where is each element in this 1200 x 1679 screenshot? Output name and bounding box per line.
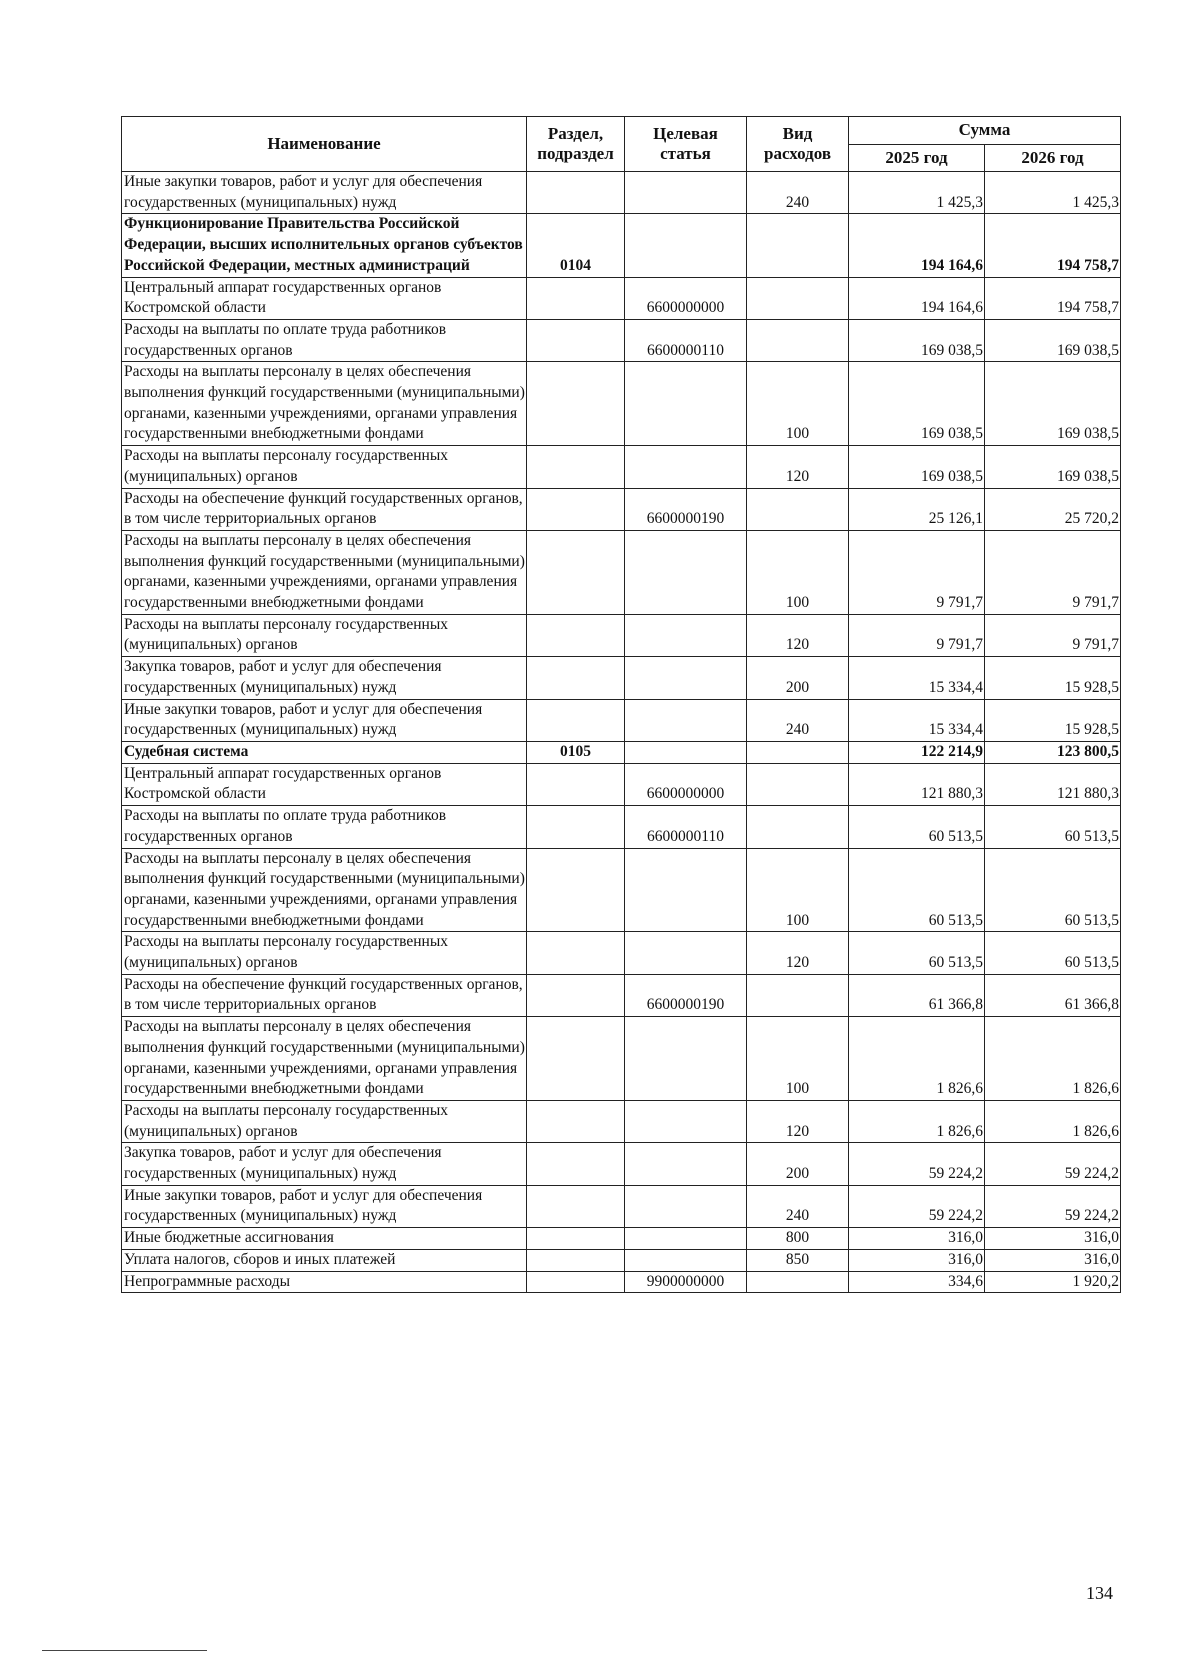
row-section: 0104 (527, 214, 625, 277)
row-target (625, 1185, 747, 1227)
table-row (122, 530, 1121, 614)
table-row (122, 699, 1121, 741)
row-name: Функционирование Правительства Российской Федерации, высших исполнительных органов субъектов Российской Федерации, местных администраций (122, 214, 527, 277)
row-sum-2025: 1 826,6 (849, 1017, 985, 1101)
row-kind (747, 741, 849, 763)
row-name: Расходы на выплаты персоналу в целях обеспечения выполнения функций государственными (муниципальными) органами, казенными учреждениями, органами управления государственными внебюджетными фондами (122, 848, 527, 932)
row-section (527, 362, 625, 446)
table-row (122, 806, 1121, 848)
row-name: Закупка товаров, работ и услуг для обеспечения государственных (муниципальных) нужд (122, 1143, 527, 1185)
header-section: Раздел, подраздел (527, 117, 625, 172)
row-target: 6600000000 (625, 277, 747, 319)
row-kind (747, 277, 849, 319)
row-sum-2026: 60 513,5 (985, 806, 1121, 848)
row-section (527, 1185, 625, 1227)
row-sum-2025: 316,0 (849, 1249, 985, 1271)
table-row (122, 1017, 1121, 1101)
row-name: Закупка товаров, работ и услуг для обеспечения государственных (муниципальных) нужд (122, 657, 527, 699)
row-target: 6600000110 (625, 806, 747, 848)
row-sum-2025: 59 224,2 (849, 1185, 985, 1227)
row-kind: 200 (747, 657, 849, 699)
row-target (625, 614, 747, 656)
table-row (122, 319, 1121, 361)
table-row (122, 1185, 1121, 1227)
row-target (625, 214, 747, 277)
table-row (122, 1143, 1121, 1185)
table-header (122, 117, 1121, 172)
row-sum-2025: 316,0 (849, 1228, 985, 1250)
row-sum-2025: 194 164,6 (849, 214, 985, 277)
row-sum-2026: 1 920,2 (985, 1271, 1121, 1293)
table-row (122, 488, 1121, 530)
table-row (122, 1228, 1121, 1250)
row-sum-2026: 1 826,6 (985, 1017, 1121, 1101)
row-section (527, 657, 625, 699)
row-sum-2025: 59 224,2 (849, 1143, 985, 1185)
row-target: 6600000190 (625, 488, 747, 530)
row-target: 9900000000 (625, 1271, 747, 1293)
row-name: Расходы на выплаты персоналу государственных (муниципальных) органов (122, 446, 527, 488)
row-kind: 120 (747, 614, 849, 656)
row-name: Иные закупки товаров, работ и услуг для обеспечения государственных (муниципальных) нужд (122, 699, 527, 741)
row-name: Расходы на обеспечение функций государственных органов, в том числе территориальных органов (122, 488, 527, 530)
row-sum-2025: 9 791,7 (849, 614, 985, 656)
row-kind: 120 (747, 1100, 849, 1142)
row-section (527, 932, 625, 974)
row-sum-2026: 169 038,5 (985, 446, 1121, 488)
row-sum-2025: 1 425,3 (849, 172, 985, 214)
table-row (122, 848, 1121, 932)
row-name: Иные закупки товаров, работ и услуг для обеспечения государственных (муниципальных) нужд (122, 172, 527, 214)
row-section (527, 319, 625, 361)
header-name: Наименование (122, 117, 527, 172)
row-kind: 100 (747, 848, 849, 932)
row-target: 6600000000 (625, 763, 747, 805)
row-name: Центральный аппарат государственных органов Костромской области (122, 763, 527, 805)
row-kind: 120 (747, 932, 849, 974)
table-row (122, 932, 1121, 974)
row-sum-2026: 61 366,8 (985, 974, 1121, 1016)
row-sum-2026: 316,0 (985, 1249, 1121, 1271)
row-sum-2025: 15 334,4 (849, 657, 985, 699)
row-sum-2025: 194 164,6 (849, 277, 985, 319)
page-number: 134 (1086, 1583, 1113, 1603)
header-year-2025: 2025 год (849, 144, 985, 172)
row-kind: 100 (747, 530, 849, 614)
row-name: Расходы на выплаты персоналу в целях обеспечения выполнения функций государственными (муниципальными) органами, казенными учреждениями, органами управления государственными внебюджетными фондами (122, 1017, 527, 1101)
row-sum-2025: 334,6 (849, 1271, 985, 1293)
row-sum-2025: 15 334,4 (849, 699, 985, 741)
row-name: Расходы на обеспечение функций государственных органов, в том числе территориальных органов (122, 974, 527, 1016)
row-name: Расходы на выплаты персоналу государственных (муниципальных) органов (122, 1100, 527, 1142)
row-sum-2025: 122 214,9 (849, 741, 985, 763)
row-name: Судебная система (122, 741, 527, 763)
row-sum-2026: 1 425,3 (985, 172, 1121, 214)
row-sum-2026: 194 758,7 (985, 277, 1121, 319)
row-name: Иные закупки товаров, работ и услуг для обеспечения государственных (муниципальных) нужд (122, 1185, 527, 1227)
table-row (122, 741, 1121, 763)
header-sum: Сумма (849, 117, 1121, 145)
row-sum-2026: 123 800,5 (985, 741, 1121, 763)
row-target (625, 1249, 747, 1271)
row-sum-2025: 61 366,8 (849, 974, 985, 1016)
row-target (625, 1017, 747, 1101)
row-section (527, 1100, 625, 1142)
budget-table (121, 116, 1121, 1293)
header-kind: Вид расходов (747, 117, 849, 172)
row-section (527, 530, 625, 614)
row-sum-2026: 169 038,5 (985, 319, 1121, 361)
header-year-2026: 2026 год (985, 144, 1121, 172)
row-sum-2026: 60 513,5 (985, 932, 1121, 974)
row-name: Расходы на выплаты по оплате труда работников государственных органов (122, 319, 527, 361)
row-sum-2025: 121 880,3 (849, 763, 985, 805)
row-section (527, 848, 625, 932)
row-target (625, 1228, 747, 1250)
table-body (122, 172, 1121, 1293)
row-section (527, 1017, 625, 1101)
row-target (625, 362, 747, 446)
row-kind: 800 (747, 1228, 849, 1250)
row-sum-2025: 9 791,7 (849, 530, 985, 614)
table-row (122, 214, 1121, 277)
row-kind: 240 (747, 699, 849, 741)
row-sum-2026: 316,0 (985, 1228, 1121, 1250)
row-kind (747, 319, 849, 361)
row-name: Уплата налогов, сборов и иных платежей (122, 1249, 527, 1271)
row-target (625, 446, 747, 488)
row-section (527, 699, 625, 741)
row-sum-2026: 169 038,5 (985, 362, 1121, 446)
row-target (625, 699, 747, 741)
row-sum-2026: 194 758,7 (985, 214, 1121, 277)
row-sum-2025: 169 038,5 (849, 446, 985, 488)
row-section (527, 172, 625, 214)
row-section (527, 1228, 625, 1250)
row-sum-2026: 25 720,2 (985, 488, 1121, 530)
row-target: 6600000190 (625, 974, 747, 1016)
row-kind: 100 (747, 362, 849, 446)
row-sum-2026: 15 928,5 (985, 657, 1121, 699)
row-sum-2025: 169 038,5 (849, 319, 985, 361)
row-sum-2026: 15 928,5 (985, 699, 1121, 741)
table-row (122, 172, 1121, 214)
row-kind: 850 (747, 1249, 849, 1271)
table-row (122, 1249, 1121, 1271)
footnote-divider (42, 1650, 207, 1651)
row-sum-2025: 169 038,5 (849, 362, 985, 446)
row-name: Расходы на выплаты персоналу в целях обеспечения выполнения функций государственными (муниципальными) органами, казенными учреждениями, органами управления государственными внебюджетными фондами (122, 530, 527, 614)
row-sum-2026: 1 826,6 (985, 1100, 1121, 1142)
row-target: 6600000110 (625, 319, 747, 361)
row-section (527, 614, 625, 656)
table-row (122, 657, 1121, 699)
row-section (527, 277, 625, 319)
row-sum-2025: 25 126,1 (849, 488, 985, 530)
row-kind: 120 (747, 446, 849, 488)
row-target (625, 932, 747, 974)
row-target (625, 741, 747, 763)
table-row (122, 446, 1121, 488)
table-row (122, 362, 1121, 446)
row-sum-2026: 60 513,5 (985, 848, 1121, 932)
row-kind (747, 1271, 849, 1293)
row-sum-2025: 60 513,5 (849, 848, 985, 932)
row-target (625, 1143, 747, 1185)
row-kind: 240 (747, 172, 849, 214)
table-row (122, 277, 1121, 319)
table-row (122, 1271, 1121, 1293)
row-name: Иные бюджетные ассигнования (122, 1228, 527, 1250)
row-kind (747, 806, 849, 848)
row-sum-2025: 60 513,5 (849, 806, 985, 848)
row-kind (747, 488, 849, 530)
row-sum-2025: 1 826,6 (849, 1100, 985, 1142)
row-target (625, 657, 747, 699)
row-sum-2025: 60 513,5 (849, 932, 985, 974)
row-target (625, 530, 747, 614)
row-target (625, 1100, 747, 1142)
row-sum-2026: 59 224,2 (985, 1143, 1121, 1185)
row-sum-2026: 9 791,7 (985, 530, 1121, 614)
row-sum-2026: 9 791,7 (985, 614, 1121, 656)
row-sum-2026: 121 880,3 (985, 763, 1121, 805)
row-section (527, 974, 625, 1016)
header-target: Целевая статья (625, 117, 747, 172)
row-name: Расходы на выплаты персоналу государственных (муниципальных) органов (122, 932, 527, 974)
row-name: Расходы на выплаты персоналу государственных (муниципальных) органов (122, 614, 527, 656)
row-section (527, 1249, 625, 1271)
table-row (122, 1100, 1121, 1142)
row-sum-2026: 59 224,2 (985, 1185, 1121, 1227)
row-kind (747, 763, 849, 805)
row-target (625, 848, 747, 932)
row-kind (747, 214, 849, 277)
row-section (527, 806, 625, 848)
row-section (527, 1271, 625, 1293)
table-row (122, 763, 1121, 805)
row-name: Центральный аппарат государственных органов Костромской области (122, 277, 527, 319)
row-target (625, 172, 747, 214)
row-name: Непрограммные расходы (122, 1271, 527, 1293)
row-name: Расходы на выплаты по оплате труда работников государственных органов (122, 806, 527, 848)
table-row (122, 614, 1121, 656)
row-section (527, 488, 625, 530)
row-section (527, 1143, 625, 1185)
table-row (122, 974, 1121, 1016)
row-kind: 240 (747, 1185, 849, 1227)
row-kind: 100 (747, 1017, 849, 1101)
row-section (527, 763, 625, 805)
row-section: 0105 (527, 741, 625, 763)
row-kind: 200 (747, 1143, 849, 1185)
row-name: Расходы на выплаты персоналу в целях обеспечения выполнения функций государственными (муниципальными) органами, казенными учреждениями, органами управления государственными внебюджетными фондами (122, 362, 527, 446)
row-section (527, 446, 625, 488)
row-kind (747, 974, 849, 1016)
